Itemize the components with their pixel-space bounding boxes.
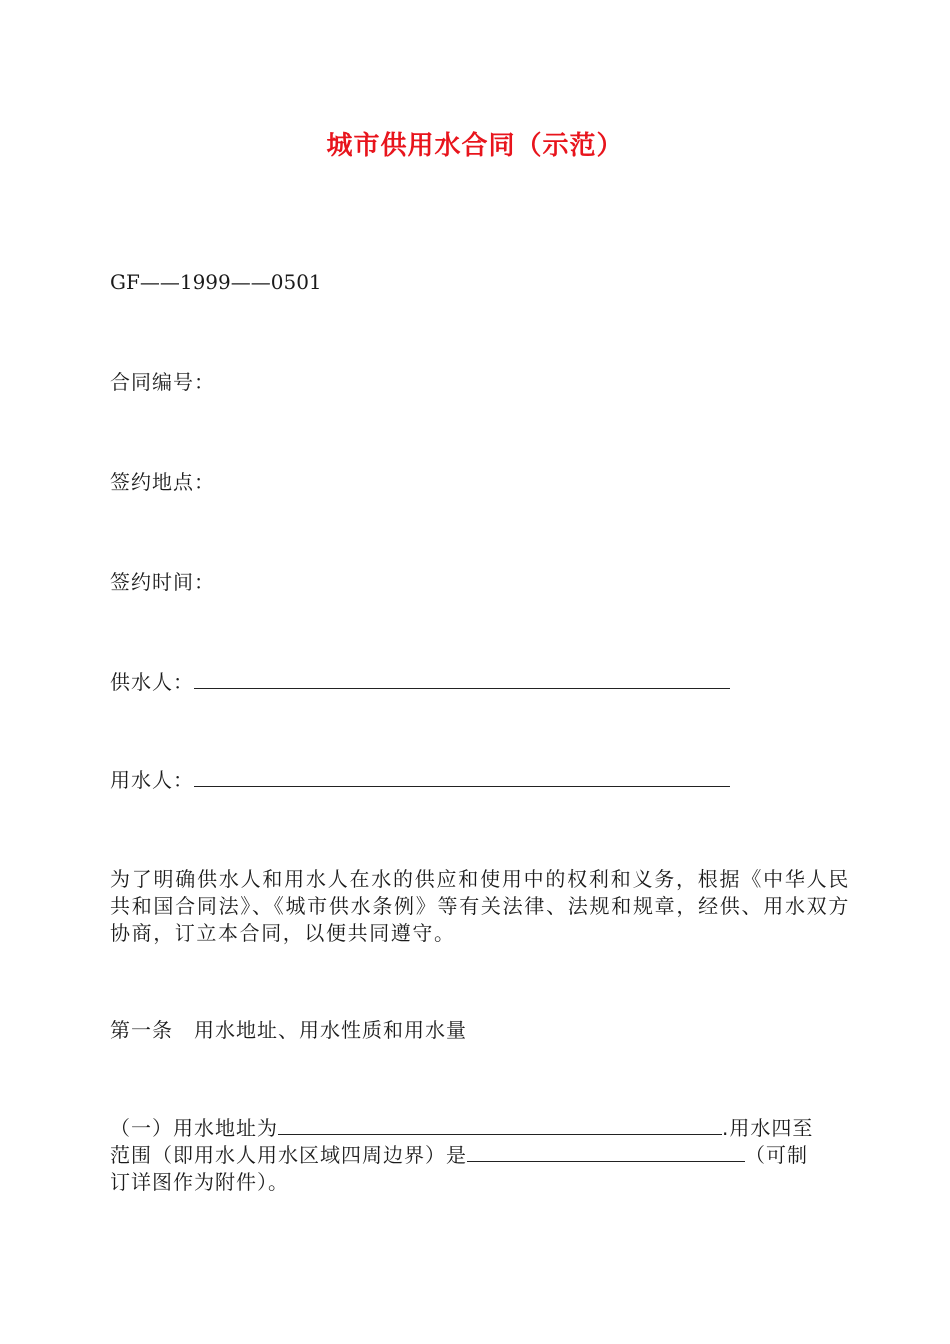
intro-paragraph: 为了明确供水人和用水人在水的供应和使用中的权利和义务，根据《中华人民共和国合同法》、《城市供水条例》等有关法律、法规和规章，经供、用水双方协商，订立本合同，以便共同遵守。 — [110, 867, 850, 945]
clause1-text-c: 范围（即用水人用水区域四周边界）是 — [110, 1143, 467, 1167]
user-row — [110, 766, 730, 794]
clause1-text-d: （可制 — [745, 1143, 808, 1167]
supplier-blank — [194, 670, 730, 689]
user-label: 用水人： — [110, 768, 194, 792]
clause1-line3: 订详图作为附件）。 — [110, 1170, 289, 1194]
clause1-line1 — [110, 1114, 813, 1142]
sign-time-label: 签约时间： — [110, 570, 215, 594]
document-title: 城市供用水合同（示范） — [326, 131, 624, 161]
article1-heading: 第一条 用水地址、用水性质和用水量 — [110, 1018, 467, 1042]
user-blank — [194, 768, 730, 787]
supplier-row — [110, 668, 730, 696]
sign-place-label: 签约地点： — [110, 470, 215, 494]
clause1-line2 — [110, 1141, 808, 1169]
clause1-text-a: （一）用水地址为 — [110, 1116, 278, 1140]
clause1-text-b: .用水四至 — [722, 1116, 814, 1140]
supplier-label: 供水人： — [110, 670, 194, 694]
standard-code: GF——1999——0501 — [110, 270, 322, 294]
address-blank — [278, 1116, 722, 1135]
contract-no-label: 合同编号： — [110, 370, 215, 394]
boundary-blank — [467, 1143, 745, 1162]
